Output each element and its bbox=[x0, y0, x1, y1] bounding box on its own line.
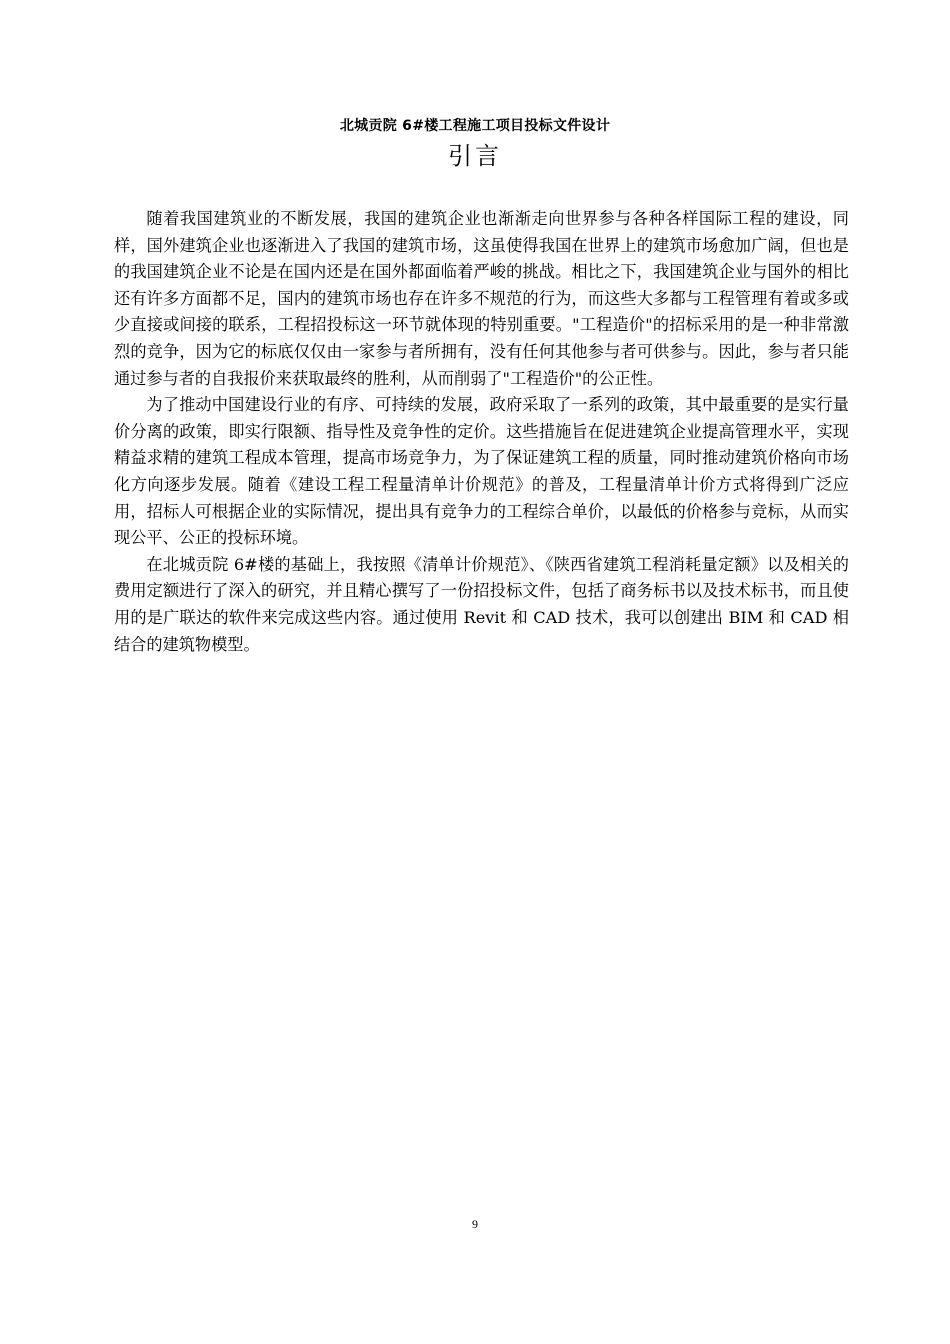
section-title: 引言 bbox=[448, 142, 502, 170]
paragraph: 为了推动中国建设行业的有序、可持续的发展，政府采取了一系列的政策，其中最重要的是实行量价分离的政策，即实行限额、指导性及竞争性的定价。这些措施旨在促进建筑企业提高管理水平，实现精益求精的建筑工程成本管理，提高市场竞争力，为了保证建筑工程的质量，同时推动建筑价格向市场化方向逐步发展。随着《建设工程工程量清单计价规范》的普及，工程量清单计价方式将得到广泛应用，招标人可根据企业的实际情况，提出具有竞争力的工程综合单价，以最低的价格参与竞标，从而实现公平、公正的投标环境。 bbox=[114, 395, 849, 548]
page-number: 9 bbox=[472, 1217, 478, 1231]
document-header: 北城贡院 6#楼工程施工项目投标文件设计 bbox=[339, 118, 611, 134]
body-text bbox=[114, 206, 849, 658]
paragraph: 在北城贡院 6#楼的基础上，我按照《清单计价规范》、《陕西省建筑工程消耗量定额》以及相关的费用定额进行了深入的研究，并且精心撰写了一份招投标文件，包括了商务标书以及技术标书，而且使用的是广联达的软件来完成这些内容。通过使用 Revit 和 CAD 技术，我可以创建出 BIM 和 CAD 相结合的建筑物模型。 bbox=[114, 554, 849, 654]
paragraph: 随着我国建筑业的不断发展，我国的建筑企业也渐渐走向世界参与各种各样国际工程的建设，同样，国外建筑企业也逐渐进入了我国的建筑市场，这虽使得我国在世界上的建筑市场愈加广阔，但也是的我国建筑企业不论是在国内还是在国外都面临着严峻的挑战。相比之下，我国建筑企业与国外的相比还有许多方面都不足，国内的建筑市场也存在许多不规范的行为，而这些大多都与工程管理有着或多或少直接或间接的联系，工程招投标这一环节就体现的特别重要。"工程造价"的招标采用的是一种非常激烈的竞争，因为它的标底仅仅由一家参与者所拥有，没有任何其他参与者可供参与。因此，参与者只能通过参与者的自我报价来获取最终的胜利，从而削弱了"工程造价"的公正性。 bbox=[114, 209, 849, 388]
